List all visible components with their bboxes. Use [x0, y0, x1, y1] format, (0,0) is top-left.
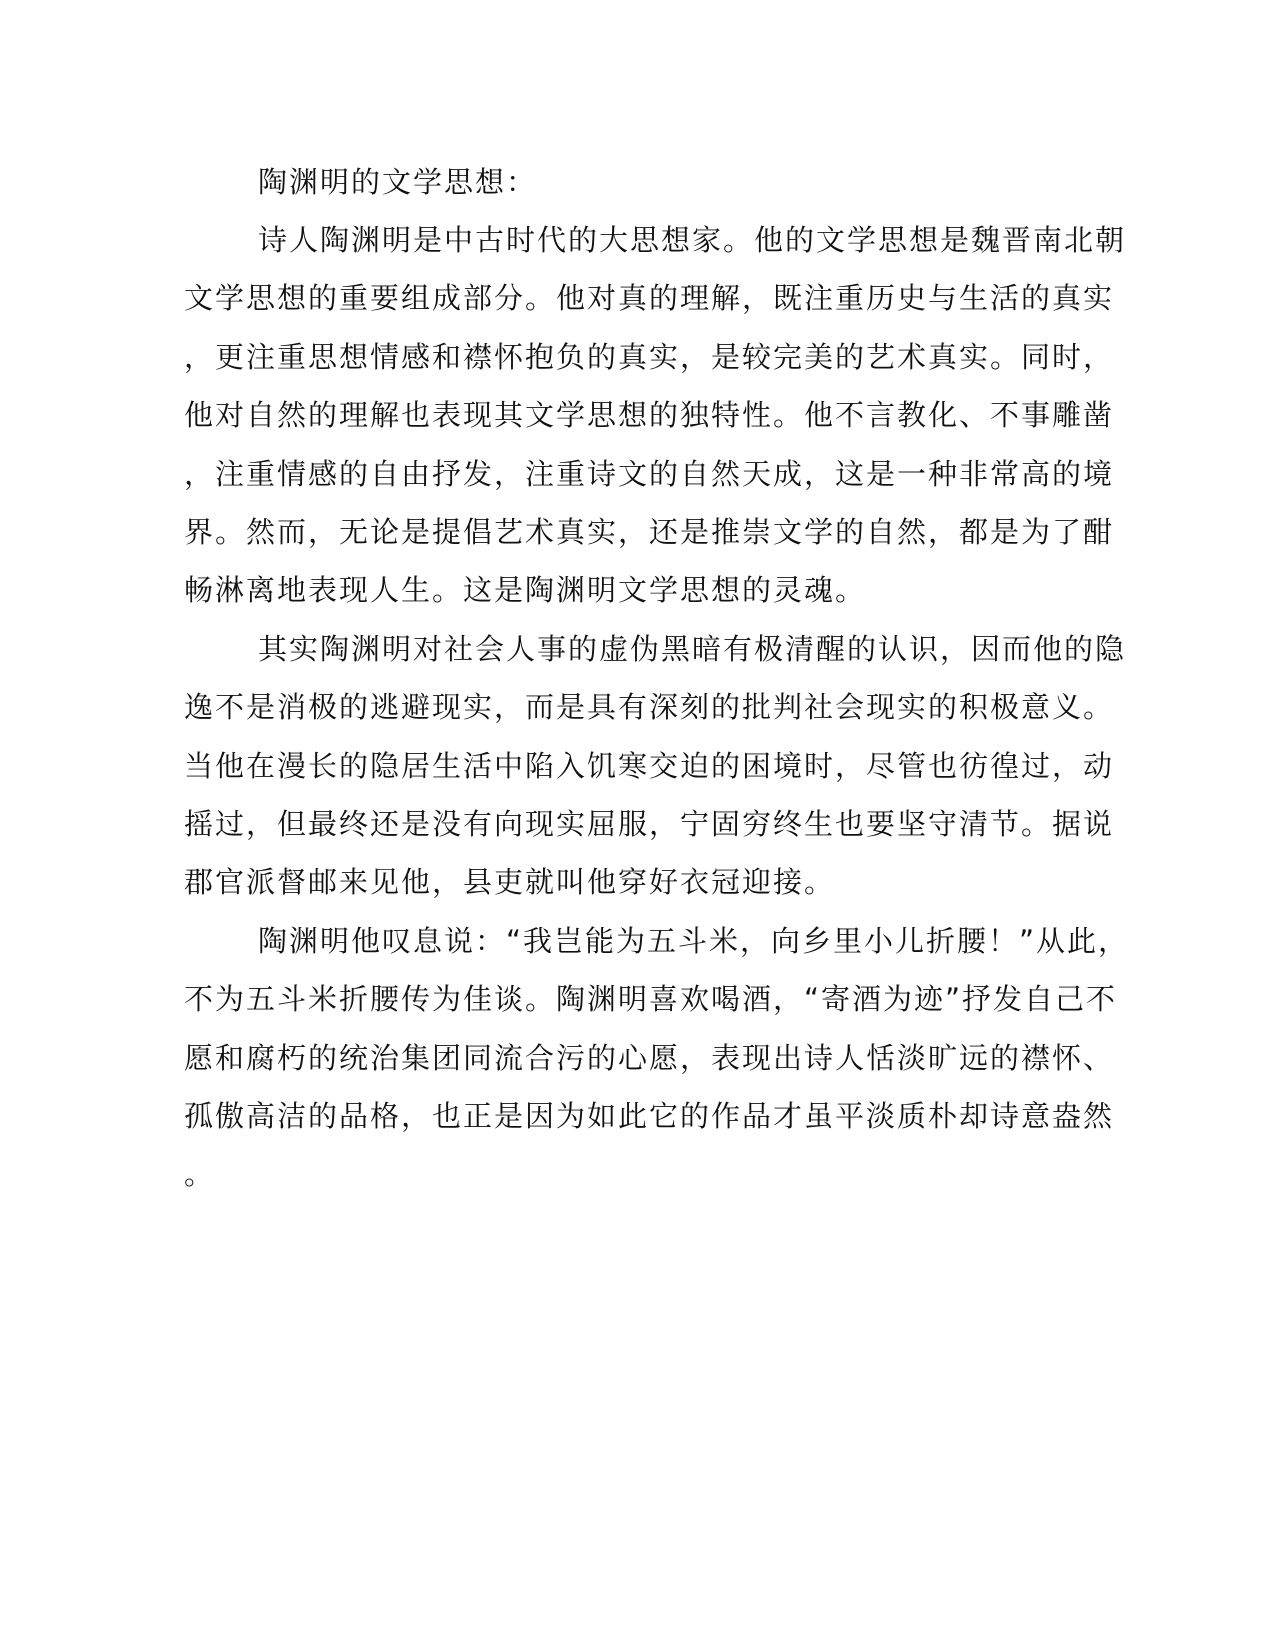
paragraph-line: 当他在漫长的隐居生活中陷入饥寒交迫的困境时，尽管也彷徨过，动 [184, 749, 1115, 783]
paragraph-line: 郡官派督邮来见他，县吏就叫他穿好衣冠迎接。 [184, 865, 836, 899]
paragraph-line: 诗人陶渊明是中古时代的大思想家。他的文学思想是魏晋南北朝 [258, 223, 1127, 257]
paragraph-line: 逸不是消极的逃避现实，而是具有深刻的批判社会现实的积极意义。 [184, 690, 1115, 724]
paragraph-line: 其实陶渊明对社会人事的虚伪黑暗有极清醒的认识，因而他的隐 [258, 632, 1127, 666]
document-heading: 陶渊明的文学思想： [258, 165, 538, 199]
paragraph-line: 文学思想的重要组成部分。他对真的理解，既注重历史与生活的真实 [184, 281, 1115, 315]
paragraph-line: 愿和腐朽的统治集团同流合污的心愿，表现出诗人恬淡旷远的襟怀、 [184, 1041, 1115, 1075]
paragraph-line: 摇过，但最终还是没有向现实屈服，宁固穷终生也要坚守清节。据说 [184, 807, 1115, 841]
paragraph-line: 畅淋离地表现人生。这是陶渊明文学思想的灵魂。 [184, 573, 867, 607]
paragraph-line: 不为五斗米折腰传为佳谈。陶渊明喜欢喝酒，“寄酒为迹”抒发自己不 [184, 982, 1118, 1016]
paragraph-line: ，注重情感的自由抒发，注重诗文的自然天成，这是一种非常高的境 [184, 457, 1115, 491]
paragraph-line: 陶渊明他叹息说：“我岂能为五斗米，向乡里小儿折腰！”从此， [258, 924, 1130, 958]
paragraph-line: 。 [184, 1157, 216, 1191]
paragraph-line: ，更注重思想情感和襟怀抱负的真实，是较完美的艺术真实。同时， [184, 340, 1115, 374]
paragraph-line: 他对自然的理解也表现其文学思想的独特性。他不言教化、不事雕凿 [184, 398, 1115, 432]
paragraph-line: 孤傲高洁的品格，也正是因为如此它的作品才虽平淡质朴却诗意盎然 [184, 1099, 1115, 1133]
paragraph-line: 界。然而，无论是提倡艺术真实，还是推崇文学的自然，都是为了酣 [184, 515, 1115, 549]
